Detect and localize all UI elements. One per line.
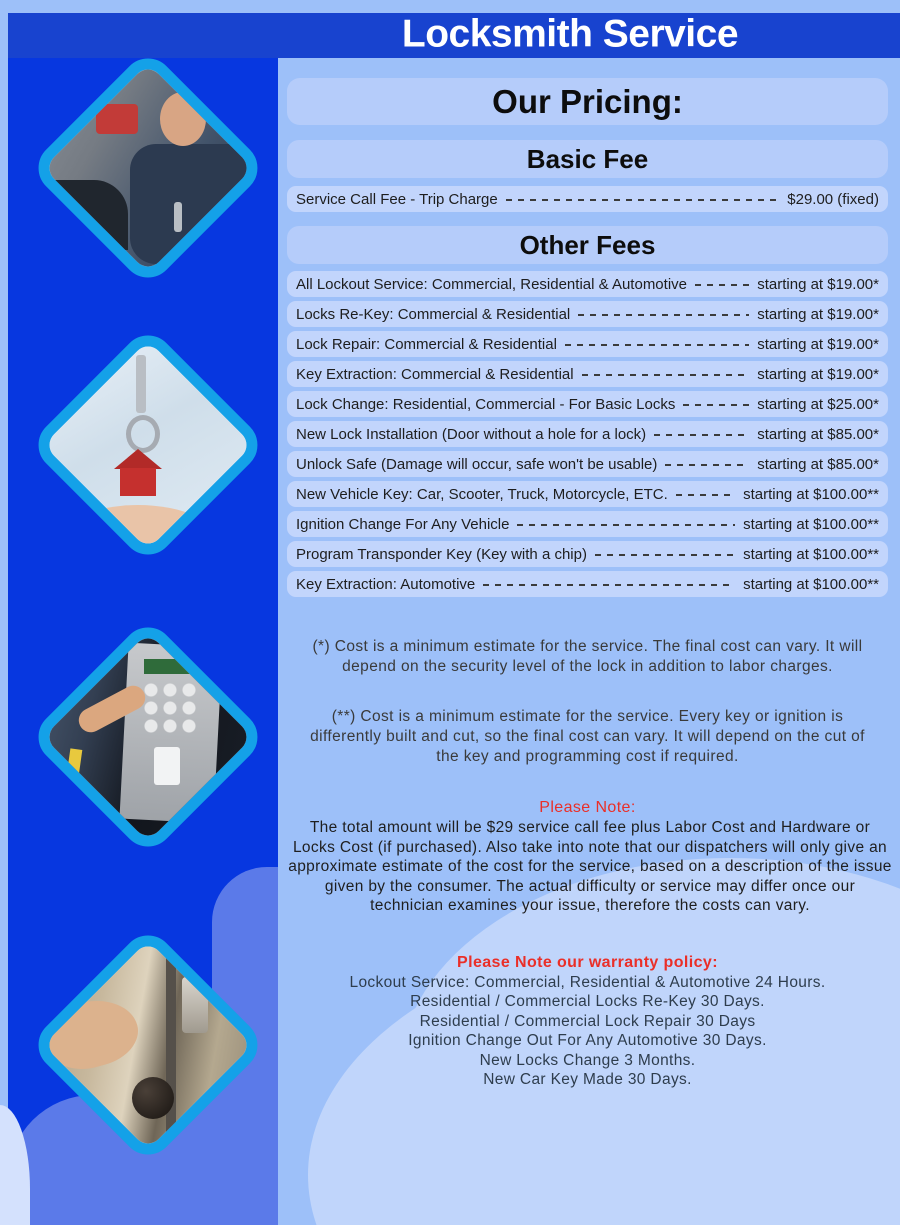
- page-title: Locksmith Service: [401, 12, 739, 56]
- dashed-leader: [565, 344, 749, 346]
- warranty-line: Lockout Service: Commercial, Residential & Automotive 24 Hours.: [349, 973, 826, 991]
- price-row: [287, 451, 888, 477]
- dashed-leader: [683, 404, 749, 406]
- please-note-body: The total amount will be $29 service call fee plus Labor Cost and Hardware or Locks Cost (if purchased). Also take into note that our dispatchers will only give an approximate estimate of the cost for the service, based on a description of the issue given by the consumer. The actual difficulty or service may differ once our technician examines your issue, therefore the costs can vary.: [288, 819, 892, 914]
- basic-fee-title: Basic Fee: [526, 143, 649, 174]
- please-note-section: [287, 797, 892, 916]
- pricing-title: Our Pricing:: [492, 82, 683, 120]
- photo-diamond-key-handover: [28, 325, 268, 565]
- price-row-label: Ignition Change For Any Vehicle: [296, 515, 510, 533]
- decor-car-shape: [28, 180, 128, 250]
- decor-doorknob-shape: [132, 1077, 174, 1119]
- dashed-leader: [506, 199, 780, 201]
- price-row-label: New Vehicle Key: Car, Scooter, Truck, Motorcycle, ETC.: [296, 485, 668, 503]
- price-row: [287, 391, 888, 417]
- photo-key-with-house-keychain: [32, 329, 264, 561]
- price-row: [287, 331, 888, 357]
- basic-fee-title-bar: [287, 140, 888, 178]
- price-row: [287, 421, 888, 447]
- price-row-price: starting at $85.00*: [757, 425, 879, 443]
- decor-door-edge-shape: [166, 929, 176, 1161]
- decor-accent-shape: [66, 748, 83, 783]
- photo-security-keypad: [32, 621, 264, 853]
- decor-hand-shape: [58, 505, 218, 565]
- price-row: [287, 541, 888, 567]
- pricing-panel: [278, 58, 900, 1225]
- decor-keypad-screen-shape: [144, 659, 190, 674]
- price-row-price: starting at $85.00*: [757, 455, 879, 473]
- photo-locksmith-handing-keys: [32, 58, 264, 284]
- dashed-leader: [695, 284, 749, 286]
- decor-hand-shape: [39, 990, 145, 1078]
- dashed-leader: [578, 314, 749, 316]
- decor-key-shape: [136, 355, 146, 413]
- other-fees-title-bar: [287, 226, 888, 264]
- photo-diamond-technician: [28, 58, 268, 288]
- decor-keyring-shape: [126, 415, 160, 453]
- warranty-line: Ignition Change Out For Any Automotive 30 Days.: [408, 1032, 767, 1049]
- price-row-price: starting at $19.00*: [757, 305, 879, 323]
- warranty-line: New Car Key Made 30 Days.: [483, 1071, 692, 1088]
- dashed-leader: [483, 584, 735, 586]
- sidebar: [8, 58, 278, 1225]
- price-row-price: starting at $19.00*: [757, 335, 879, 353]
- photo-diamond-keypad: [28, 617, 268, 857]
- price-row-price: starting at $100.00**: [743, 515, 879, 533]
- decor-key-shape: [174, 202, 182, 232]
- dashed-leader: [517, 524, 735, 526]
- decor-toolbox-shape: [96, 104, 138, 134]
- warranty-policy-title: Please Note our warranty policy:: [457, 953, 718, 971]
- decor-lock-plate-shape: [182, 977, 208, 1033]
- price-row-price: starting at $19.00*: [757, 275, 879, 293]
- warranty-policy-section: [287, 952, 888, 1090]
- price-row-price: $29.00 (fixed): [787, 190, 879, 208]
- price-row-label: Unlock Safe (Damage will occur, safe won't be usable): [296, 455, 658, 473]
- decor-face-shape: [160, 92, 206, 146]
- footnote-single-asterisk: (*) Cost is a minimum estimate for the service. The final cost can vary. It will depend on the security level of the lock in addition to labor charges.: [312, 638, 863, 675]
- warranty-line: New Locks Change 3 Months.: [479, 1051, 696, 1069]
- price-row: [287, 301, 888, 327]
- price-row-label: Key Extraction: Commercial & Residential: [296, 365, 574, 383]
- price-row-label: New Lock Installation (Door without a hole for a lock): [296, 425, 647, 443]
- price-row-label: Program Transponder Key (Key with a chip): [296, 545, 587, 563]
- decor-house-shape: [120, 468, 156, 496]
- pricing-title-bar: [287, 78, 888, 125]
- footnote-double-asterisk: (**) Cost is a minimum estimate for the service. Every key or ignition is differently built and cut, so the final cost can vary. It will depend on the cut of the key and programming cost if required.: [310, 708, 865, 765]
- price-row-price: starting at $100.00**: [743, 545, 879, 563]
- decor-keypad-button-shape: [154, 747, 180, 785]
- price-row-label: Key Extraction: Automotive: [296, 575, 476, 593]
- dashed-leader: [676, 494, 735, 496]
- price-row-price: starting at $100.00**: [743, 485, 879, 503]
- price-row-price: starting at $19.00*: [757, 365, 879, 383]
- price-row: [287, 511, 888, 537]
- warranty-line: Residential / Commercial Lock Repair 30 Days: [419, 1012, 756, 1030]
- decor-torso-shape: [130, 144, 254, 264]
- price-row: [287, 481, 888, 507]
- price-row-label: Locks Re-Key: Commercial & Residential: [296, 305, 571, 323]
- warranty-line: Residential / Commercial Locks Re-Key 30 Days.: [410, 993, 765, 1010]
- decor-house-roof-shape: [114, 449, 162, 469]
- dashed-leader: [595, 554, 735, 556]
- price-row-label: Lock Change: Residential, Commercial - For Basic Locks: [296, 395, 676, 413]
- price-row: [287, 186, 888, 212]
- dashed-leader: [654, 434, 749, 436]
- price-row: [287, 271, 888, 297]
- decor-keypad-buttons-shape: [142, 681, 198, 735]
- price-row-price: starting at $100.00**: [743, 575, 879, 593]
- dashed-leader: [582, 374, 750, 376]
- please-note-title: Please Note:: [539, 799, 636, 816]
- price-row-label: Lock Repair: Commercial & Residential: [296, 335, 557, 353]
- header-band: [8, 13, 900, 58]
- price-row-price: starting at $25.00*: [757, 395, 879, 413]
- price-row-label: Service Call Fee - Trip Charge: [296, 190, 498, 208]
- other-fees-title: Other Fees: [519, 229, 656, 260]
- price-row-label: All Lockout Service: Commercial, Residential & Automotive: [296, 275, 687, 293]
- pricing-content: [278, 58, 900, 1090]
- dashed-leader: [665, 464, 749, 466]
- price-row: [287, 361, 888, 387]
- price-row: [287, 571, 888, 597]
